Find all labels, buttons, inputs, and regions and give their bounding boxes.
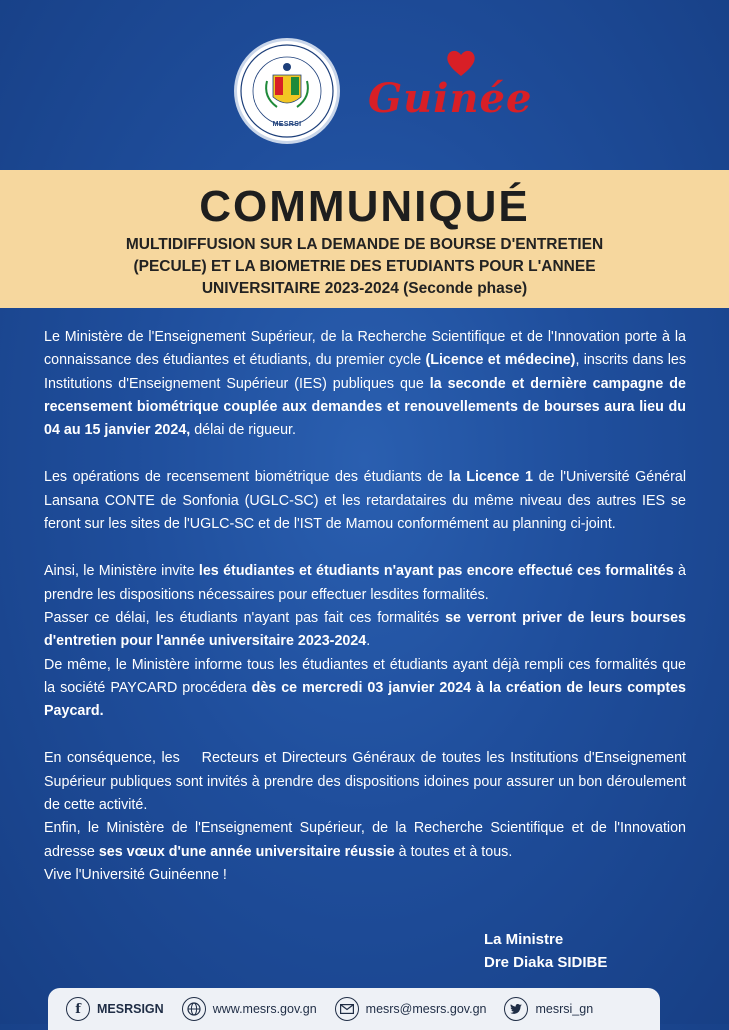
text: Le Ministère de l'Enseignement Supérieur, de la Recherche Scientifique et de l'Innovation porte à la connaissance des étudiantes et étudiants, du premier cycle — [44, 329, 686, 369]
text: En conséquence, les Recteurs et Directeurs Généraux de toutes les Institutions d'Enseignement Supérieur publiques sont invités à prendre des dispositions idoines pour assurer un bon déroulement de cette activité. — [44, 750, 690, 814]
subtitle — [45, 234, 685, 300]
paragraph-wishes — [44, 817, 686, 864]
bold-text: (Licence et médecine) — [425, 352, 576, 369]
text: Passer ce délai, les étudiants n'ayant pas fait ces formalités — [44, 609, 446, 626]
paragraph-campaign — [44, 326, 686, 442]
text: délai de rigueur. — [190, 422, 296, 439]
text: à toutes et à tous. — [394, 843, 513, 860]
paragraph-invitation — [44, 560, 686, 607]
facebook-link[interactable] — [66, 997, 164, 1021]
bold-text: ses vœux d'une année universitaire réussie — [98, 843, 395, 860]
bold-text: les étudiantes et étudiants n'ayant pas encore effectué ces formalités — [198, 563, 674, 580]
bold-text: dès ce mercredi 03 janvier 2024 à la création de leurs comptes Paycard. — [44, 679, 686, 720]
website-url: www.mesrs.gov.gn — [212, 1002, 317, 1016]
header — [0, 0, 729, 170]
text: Les opérations de recensement biométrique des étudiants de — [44, 469, 449, 486]
page-title: COMMUNIQUÉ — [199, 182, 530, 231]
seal-label: MESRSI — [272, 121, 302, 128]
paragraph-paycard — [44, 654, 686, 724]
title-banner — [0, 170, 729, 308]
globe-icon — [182, 997, 206, 1021]
facebook-icon: f — [66, 997, 90, 1021]
bold-text: se verront priver de leurs bourses d'entretien pour l'année universitaire 2023-2024 — [44, 609, 686, 650]
twitter-handle: mesrsi_gn — [535, 1002, 594, 1016]
email-link[interactable] — [335, 997, 487, 1021]
subtitle-line: (PECULE) ET LA BIOMETRIE DES ETUDIANTS POUR L'ANNEE — [133, 258, 596, 275]
bold-text: la Licence 1 — [448, 469, 534, 486]
communique-body — [44, 326, 690, 887]
text: De même, le Ministère informe tous les étudiantes et étudiants ayant déjà rempli ces formalités que la société PAYCARD procédera — [44, 656, 686, 696]
facebook-handle: MESRSIGN — [97, 1002, 164, 1016]
twitter-bird-icon — [504, 997, 528, 1021]
bold-text: la seconde et dernière campagne de recensement biométrique couplée aux demandes et renouvellements de bourses aura lieu du 04 au 15 janvier 2024, — [44, 375, 686, 439]
paragraph-consequence — [44, 747, 690, 817]
twitter-link[interactable] — [504, 997, 593, 1021]
website-link[interactable] — [182, 997, 317, 1021]
text: , inscrits dans les Institutions d'Enseignement Supérieur (IES) publiques que — [44, 352, 686, 392]
mail-icon — [335, 997, 359, 1021]
text: à prendre les dispositions nécessaires pour effectuer lesdites formalités. — [44, 563, 686, 603]
signature-title: La Ministre — [484, 931, 564, 948]
text: Ainsi, le Ministère invite — [44, 563, 199, 580]
signature-name: Dre Diaka SIDIBE — [484, 954, 608, 971]
email-address: mesrs@mesrs.gov.gn — [365, 1002, 487, 1016]
guinee-brand-logo: Guinée — [368, 75, 533, 122]
paragraph-deadline-warning — [44, 607, 686, 654]
text: . — [366, 633, 371, 650]
subtitle-line: UNIVERSITAIRE 2023-2024 (Seconde phase) — [201, 280, 528, 297]
subtitle-line: MULTIDIFFUSION SUR LA DEMANDE DE BOURSE D'ENTRETIEN — [125, 236, 604, 253]
ministry-seal-logo — [234, 38, 340, 144]
text: Enfin, le Ministère de l'Enseignement Supérieur, de la Recherche Scientifique et de l'Innovation adresse — [44, 820, 686, 860]
paragraph-closing — [44, 864, 686, 887]
text: Vive l'Université Guinéenne ! — [44, 866, 227, 883]
paragraph-operations — [44, 466, 686, 536]
text: de l'Université Général Lansana CONTE de Sonfonia (UGLC-SC) et les retardataires du même niveau des autres IES se feront sur les sites de l'UGLC-SC et de l'IST de Mamou conformément au planning ci-joint. — [44, 469, 686, 533]
signature-block — [484, 928, 607, 974]
